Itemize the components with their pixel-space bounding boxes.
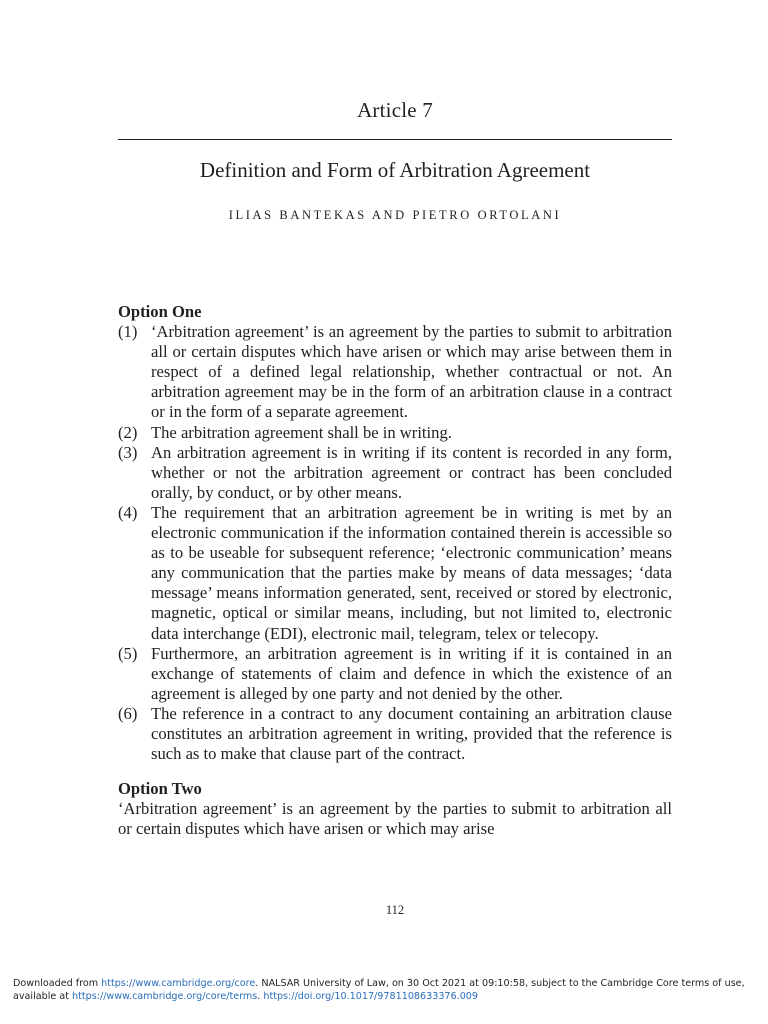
- list-item: [118, 644, 672, 704]
- list-item: [118, 704, 672, 764]
- item-number: (6): [118, 703, 138, 723]
- item-text: The reference in a contract to any document containing an arbitration clause constitutes an arbitration agreement in writing, provided that the reference is such as to make that clause part of the contract.: [151, 703, 672, 764]
- terms-link[interactable]: https://www.cambridge.org/core/terms: [72, 991, 258, 1002]
- item-text: The requirement that an arbitration agreement be in writing is met by an electronic communication if the information contained therein is accessible so as to be useable for subsequent reference; ‘electronic communication’ means any communication that the parties make by means of data messages; ‘data message’ means information generated, sent, received or stored by electronic, magnetic, optical or similar means, including, but not limited to, electronic data interchange (EDI), electronic mail, telegram, telex or telecopy.: [151, 502, 672, 643]
- item-text: ‘Arbitration agreement’ is an agreement by the parties to submit to arbitration all or certain disputes which have arisen or which may arise between them in respect of a defined legal relationship, whether contractual or not. An arbitration agreement may be in the form of an arbitration clause in a contract or in the form of a separate agreement.: [151, 322, 672, 422]
- item-number: (2): [118, 422, 138, 442]
- list-item: [118, 423, 672, 443]
- page-number: 112: [385, 903, 405, 917]
- option-one-heading: Option One: [118, 302, 202, 321]
- list-item: [118, 443, 672, 503]
- footer-prefix: Downloaded from: [13, 978, 102, 989]
- article-number: Article 7: [357, 98, 433, 122]
- option-two-text: ‘Arbitration agreement’ is an agreement by the parties to submit to arbitration all or certain disputes which have arisen or which may arise: [118, 799, 672, 839]
- item-text: An arbitration agreement is in writing if its content is recorded in any form, whether or not the arbitration agreement or contract has been concluded orally, by conduct, or by other means.: [151, 442, 672, 502]
- item-text: Furthermore, an arbitration agreement is in writing if it is contained in an exchange of statements of claim and defence in which the existence of an agreement is alleged by one party and not denied by the other.: [151, 643, 672, 703]
- chapter-authors: ILIAS BANTEKAS AND PIETRO ORTOLANI: [228, 208, 562, 222]
- article-body: [118, 302, 672, 839]
- cambridge-core-link[interactable]: https://www.cambridge.org/core: [101, 978, 256, 989]
- section-spacer: [118, 764, 672, 779]
- download-footer: [13, 977, 763, 1003]
- footer-separator: .: [257, 991, 264, 1002]
- item-number: (3): [118, 442, 138, 462]
- chapter-title: Definition and Form of Arbitration Agreement: [199, 158, 591, 182]
- option-one-list: [118, 322, 672, 764]
- list-item: [118, 322, 672, 422]
- title-divider: [118, 139, 672, 140]
- option-two-heading: Option Two: [118, 779, 202, 799]
- item-number: (5): [118, 643, 138, 663]
- item-text: The arbitration agreement shall be in writing.: [151, 422, 452, 442]
- list-item: [118, 503, 672, 644]
- footer-middle: . NALSAR University of Law, on 30 Oct 2021 at 09:10:58, subject to the Cambridge Core terms of use, available at: [13, 978, 745, 1002]
- doi-link[interactable]: https://doi.org/10.1017/9781108633376.009: [263, 991, 479, 1002]
- item-number: (4): [118, 502, 138, 522]
- item-number: (1): [118, 322, 138, 342]
